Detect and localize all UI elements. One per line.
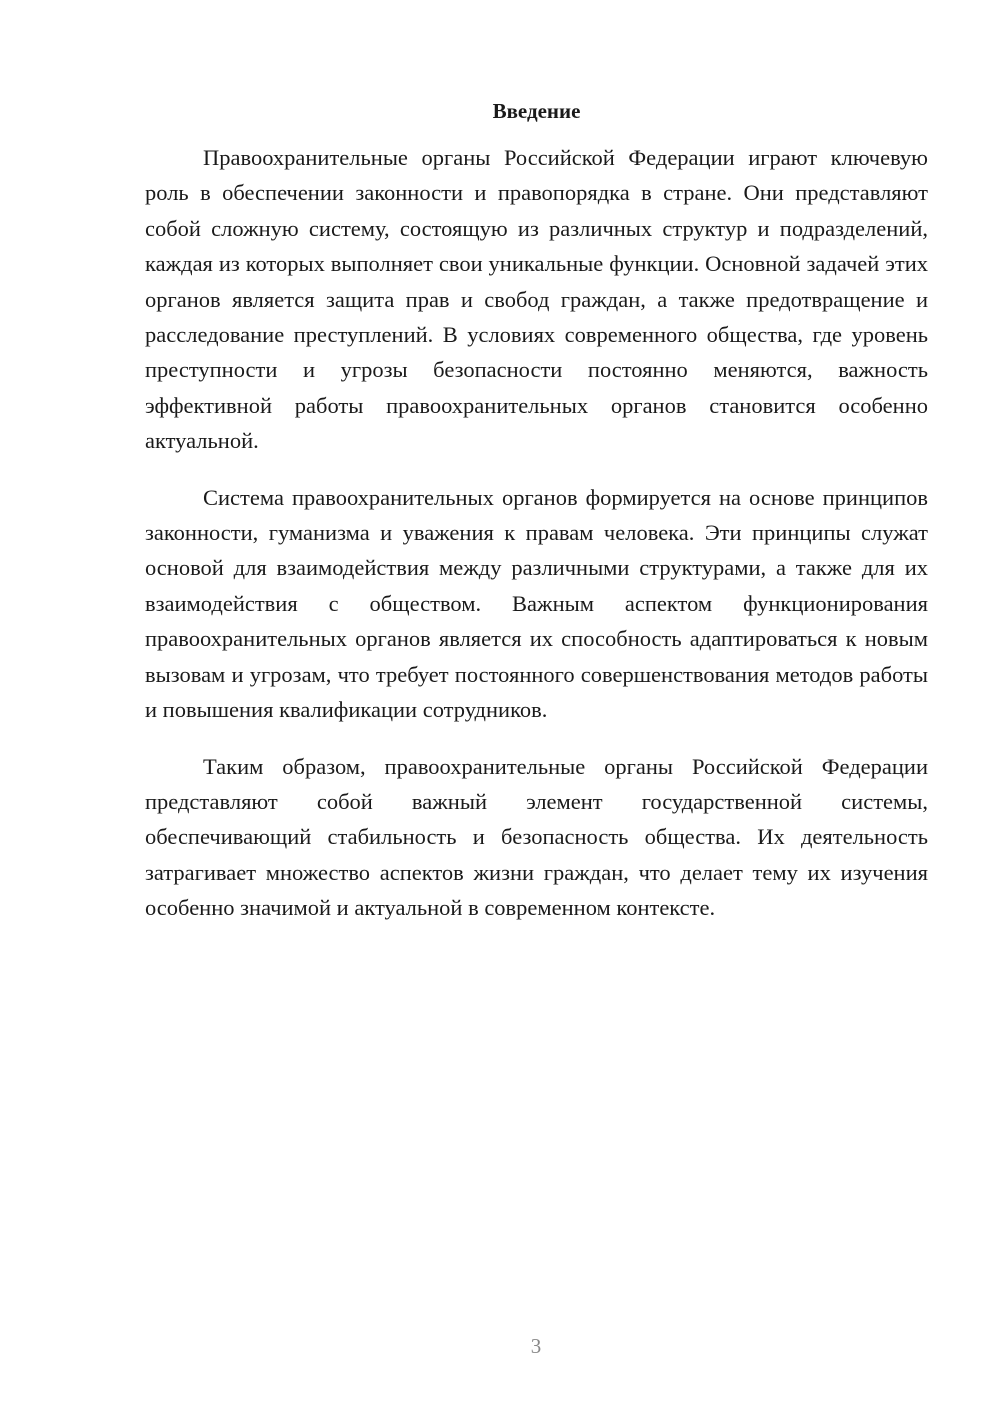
paragraph-1: Правоохранительные органы Российской Федерации играют ключевую роль в обеспечении законности и правопорядка в стране. Они представляют собой сложную систему, состоящую из различных структур и подразделений, каждая из которых выполняет свои уникальные функции. Основной задачей этих органов является защита прав и свобод граждан, а также предотвращение и расследование преступлений. В условиях современного общества, где уровень преступности и угрозы безопасности постоянно меняются, важность эффективной работы правоохранительных органов становится особенно актуальной. xyxy=(145,145,928,454)
section-title: Введение xyxy=(492,99,581,123)
paragraph-3: Таким образом, правоохранительные органы Российской Федерации представляют собой важный элемент государственной системы, обеспечивающий стабильность и безопасность общества. Их деятельность затрагивает множество аспектов жизни граждан, что делает тему их изучения особенно значимой и актуальной в современном контексте. xyxy=(145,753,928,921)
page-number: 3 xyxy=(530,1334,542,1358)
page-content xyxy=(145,96,928,926)
paragraph-2: Система правоохранительных органов формируется на основе принципов законности, гуманизма и уважения к правам человека. Эти принципы служат основой для взаимодействия между различными структурами, а также для их взаимодействия с обществом. Важным аспектом функционирования правоохранительных органов является их способность адаптироваться к новым вызовам и угрозам, что требует постоянного совершенствования методов работы и повышения квалификации сотрудников. xyxy=(145,484,928,723)
